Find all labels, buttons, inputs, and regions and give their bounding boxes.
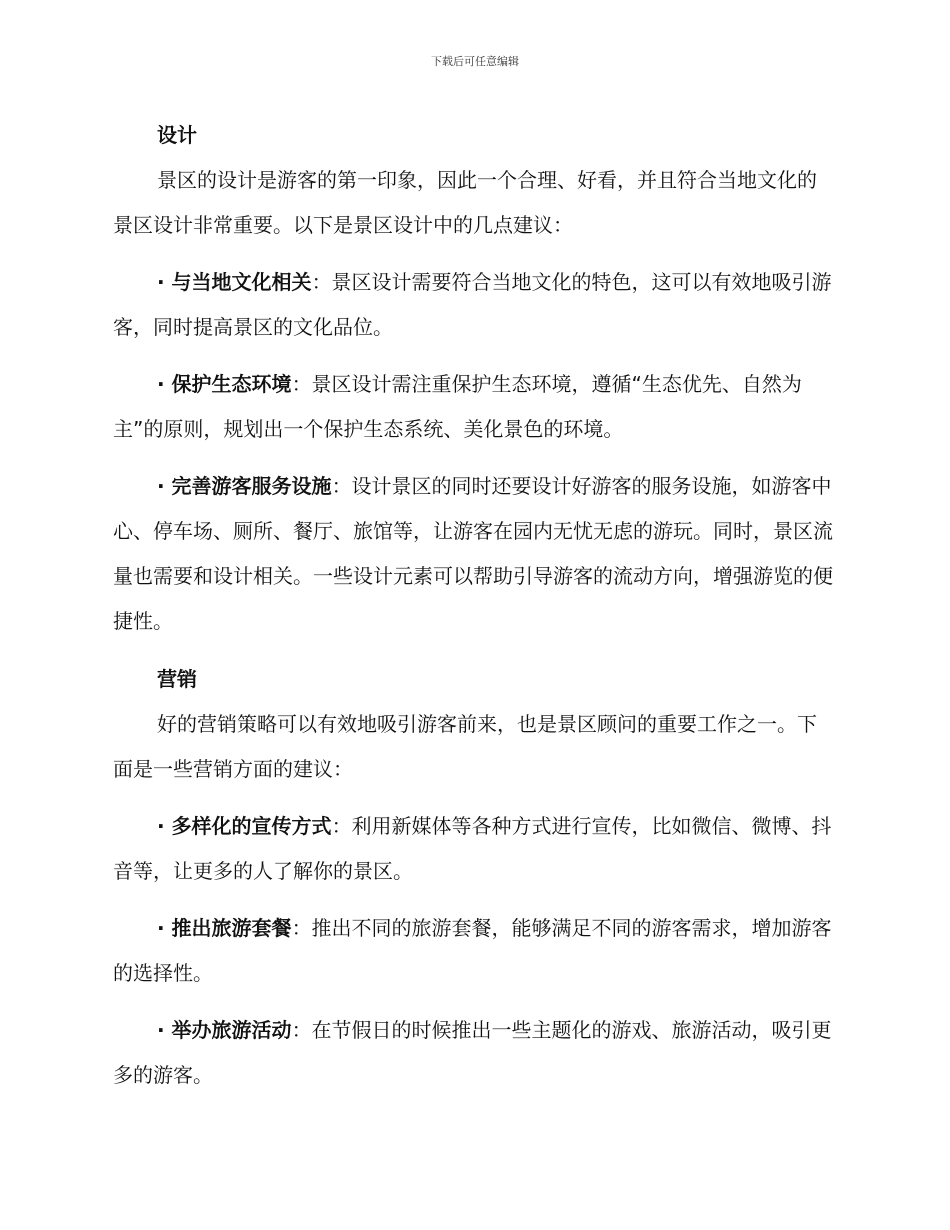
bullet-title: · 保护生态环境 — [157, 372, 292, 396]
page-header: 下载后可任意编辑 — [431, 55, 519, 68]
section-heading: 设计 — [157, 123, 197, 147]
section-marketing — [113, 656, 833, 1098]
bullet-item — [113, 1008, 833, 1098]
bullet-item — [113, 804, 833, 894]
bullet-text: ：在节假日的时候推出一些主题化的游戏、旅游活动，吸引更多的游客。 — [113, 1018, 832, 1087]
document-body — [113, 112, 833, 1110]
bullet-text: ：推出不同的旅游套餐，能够满足不同的游客需求，增加游客的选择性。 — [113, 916, 832, 985]
bullet-item — [113, 260, 833, 350]
bullet-title: · 完善游客服务设施 — [157, 474, 332, 498]
bullet-text: ：利用新媒体等各种方式进行宣传，比如微信、微博、抖音等，让更多的人了解你的景区。 — [113, 814, 832, 883]
bullet-title: · 举办旅游活动 — [157, 1018, 292, 1042]
section-intro: 景区的设计是游客的第一印象，因此一个合理、好看，并且符合当地文化的景区设计非常重要。以下是景区设计中的几点建议： — [113, 168, 817, 237]
section-heading: 营销 — [157, 667, 197, 691]
bullet-title: · 多样化的宣传方式 — [157, 814, 332, 838]
bullet-item — [113, 362, 833, 452]
bullet-item — [113, 906, 833, 996]
bullet-title: · 推出旅游套餐 — [157, 916, 292, 940]
bullet-text: ：设计景区的同时还要设计好游客的服务设施，如游客中心、停车场、厕所、餐厅、旅馆等，让游客在园内无忧无虑的游玩。同时，景区流量也需要和设计相关。一些设计元素可以帮助引导游客的流动方向，增强游览的便捷性。 — [113, 474, 833, 633]
bullet-title: · 与当地文化相关 — [157, 270, 312, 294]
bullet-item — [113, 464, 833, 644]
section-intro: 好的营销策略可以有效地吸引游客前来，也是景区顾问的重要工作之一。下面是一些营销方面的建议： — [113, 712, 817, 781]
section-design — [113, 112, 833, 644]
bullet-text: ：景区设计需注重保护生态环境，遵循“生态优先、自然为主”的原则，规划出一个保护生态系统、美化景色的环境。 — [113, 372, 802, 441]
bullet-text: ：景区设计需要符合当地文化的特色，这可以有效地吸引游客，同时提高景区的文化品位。 — [113, 270, 832, 339]
